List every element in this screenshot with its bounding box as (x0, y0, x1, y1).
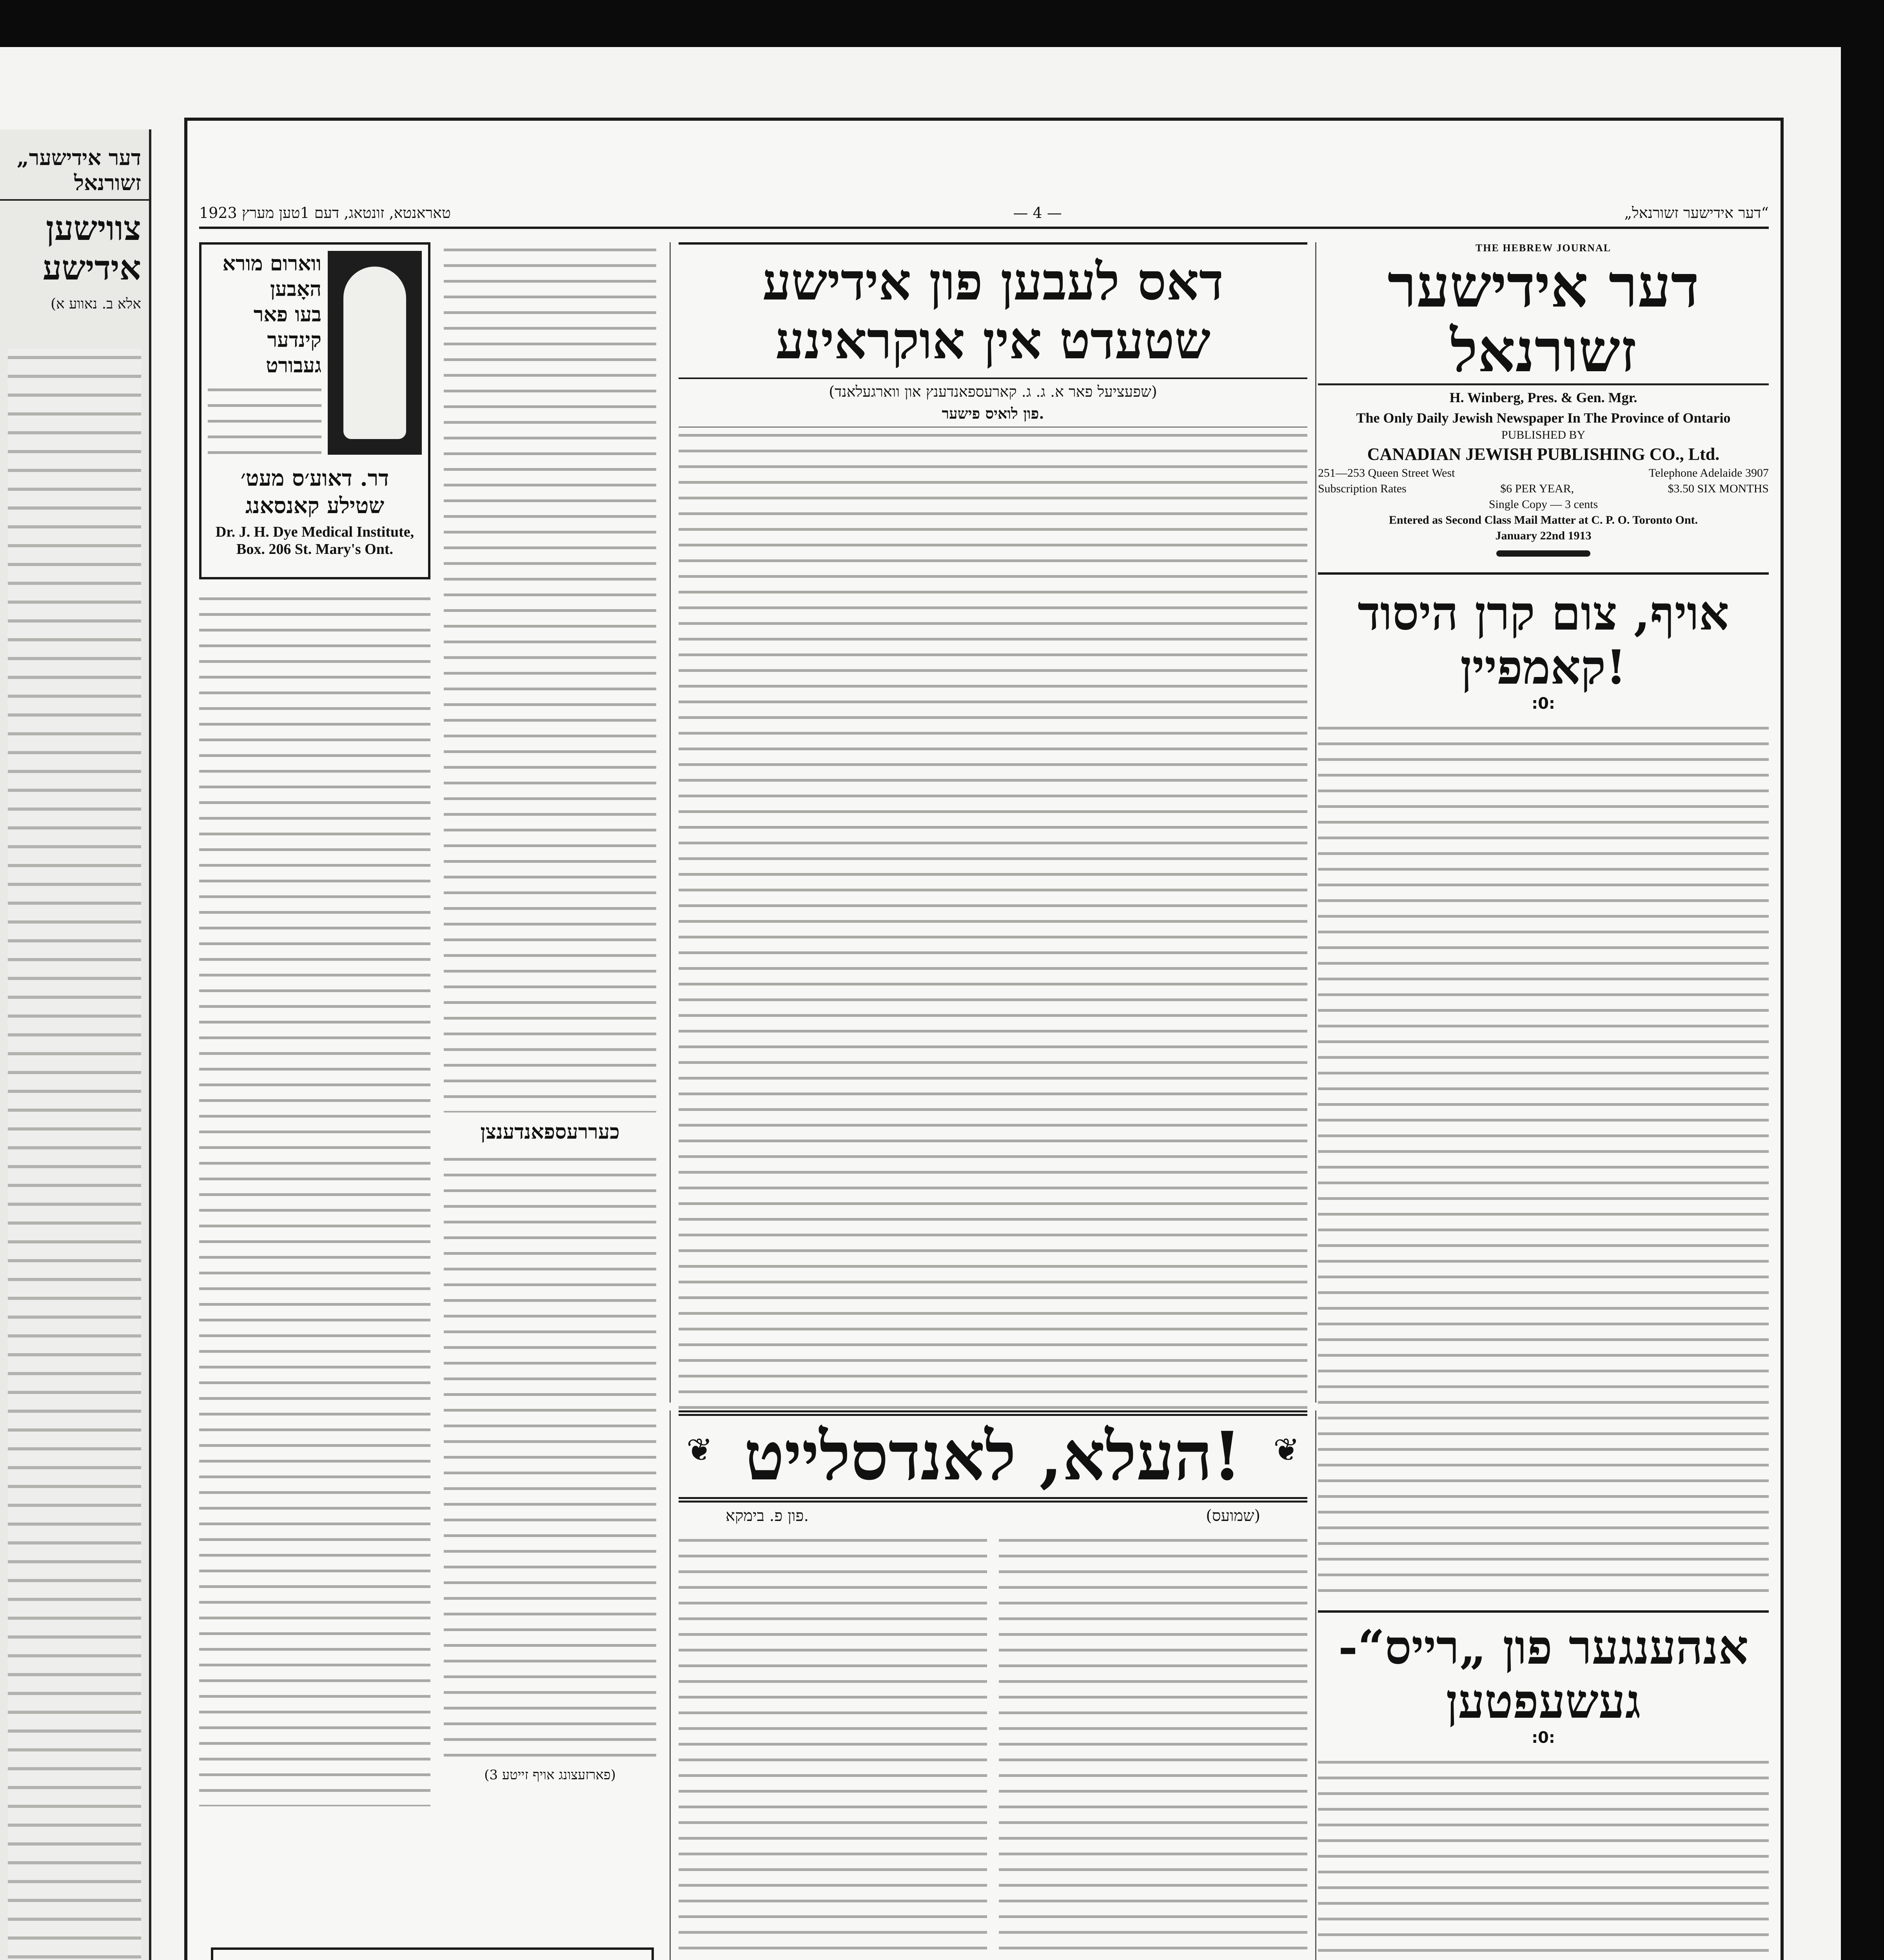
editorial-2-body (1318, 1755, 1769, 1960)
medical-ad-heading-2: בעו פאר קינדער (253, 303, 321, 352)
masthead-entered-date: January 22nd 1913 (1495, 529, 1592, 542)
masthead-rates-six: $3.50 SIX MONTHS (1668, 482, 1769, 495)
masthead-english-name: THE HEBREW JOURNAL (1475, 242, 1612, 254)
medical-ad-illustration (328, 251, 422, 455)
dateline-date: טאראנטא, זונטאג, דעם 1טען מערץ 1923 (199, 204, 451, 221)
editorial-1-separator: :0: (1532, 695, 1555, 713)
page-number: — 4 — (1013, 204, 1062, 221)
poem-meta (679, 1506, 1307, 1525)
left-column (199, 242, 430, 1830)
continuation-note: (פארזעצונג אויף זייטע 3) (484, 1767, 616, 1783)
mother-figure-icon (343, 267, 406, 439)
masthead (1318, 242, 1769, 557)
poem-column-left (679, 1533, 987, 1960)
left-column-body (199, 591, 430, 1806)
masthead-ornament (1496, 550, 1590, 557)
editorial-2-headline: אנהענגער פון „רייס“-געשעפטען (1338, 1620, 1749, 1729)
main-article (670, 242, 1316, 1403)
news-column (438, 242, 662, 1830)
newspaper-page (184, 118, 1784, 1960)
adjacent-page-title: צווישען אידישע (42, 209, 141, 288)
medical-ad-body (208, 382, 321, 461)
poem-columns (679, 1533, 1307, 1960)
masthead-rates-year: $6 PER YEAR, (1500, 482, 1574, 495)
masthead-rates-label: Subscription Rates (1318, 482, 1407, 495)
right-column (1318, 242, 1769, 1960)
masthead-published-by: PUBLISHED BY (1501, 428, 1586, 441)
editorial-1-body (1318, 720, 1769, 1599)
medical-ad (199, 242, 430, 579)
medical-ad-text (208, 251, 321, 461)
masthead-contact-row (1318, 466, 1769, 480)
main-article-byline: (שפעציעל פאר א. ג. ג. קארעספאנדענץ און ווארגעלאנד) (829, 383, 1157, 400)
medical-ad-doctor: דר. דאוע׳ס מעט׳ (240, 465, 389, 491)
medical-ad-top (208, 251, 422, 461)
masthead-company: CANADIAN JEWISH PUBLISHING CO., Ltd. (1367, 445, 1720, 464)
masthead-entered: Entered as Second Class Mail Matter at C. P. O. Toronto Ont. (1388, 514, 1698, 526)
korespondentsn-heading: כעררעספאנדענצן (480, 1120, 620, 1144)
poem-column-right (999, 1533, 1307, 1960)
poem-genre: (שמועס) (1206, 1507, 1260, 1525)
medical-ad-heading-1: ווארום מורא האָבען (222, 252, 321, 301)
poem-ornament-left: ❦ (686, 1432, 713, 1468)
main-article-headline: דאס לעבען פון אידישע שטעדט אין אוקראינע (679, 242, 1307, 379)
main-article-author: פון לואיס פישער. (942, 405, 1044, 422)
medical-ad-english: Dr. J. H. Dye Medical Institute, Box. 206 St. Mary's Ont. (215, 524, 414, 557)
poem-author: פון פ. בימקא. (726, 1507, 809, 1525)
editorial-1 (1318, 572, 1769, 1599)
news-column-body-top (444, 242, 656, 1112)
poem-banner (679, 1410, 1307, 1503)
main-article-body (679, 426, 1307, 1416)
editorial-1-headline: אויף, צום קרן היסוד קאמפיין! (1358, 586, 1729, 695)
scan-border-top (0, 0, 1884, 47)
masthead-tagline: The Only Daily Jewish Newspaper In The Province of Ontario (1356, 410, 1731, 426)
medical-ad-heading-3: געבורט (266, 354, 321, 377)
editorial-2 (1318, 1610, 1769, 1960)
poem-title: העלא, לאנדסלייט! (744, 1417, 1242, 1495)
adjacent-page-header: „דער אידישער זשורנאל (0, 129, 149, 201)
adjacent-page-text (8, 349, 141, 1960)
dateline-paper-name: „דער אידישער זשורנאל“ (1624, 204, 1769, 221)
poem-ornament-right: ❦ (1273, 1432, 1300, 1468)
bank-ad (211, 1947, 654, 1960)
adjacent-page-subtitle: (אלא ב. נאווע א (51, 296, 141, 312)
masthead-rates-row (1318, 482, 1769, 495)
news-column-body-bottom (444, 1152, 656, 1763)
masthead-publisher: H. Winberg, Pres. & Gen. Mgr. (1449, 390, 1637, 405)
dateline (199, 199, 1769, 229)
medical-ad-remedy: שטילע קאנסאנג (245, 493, 385, 519)
scan-border-right (1841, 0, 1884, 1960)
masthead-telephone: Telephone Adelaide 3907 (1648, 466, 1769, 479)
masthead-address: 251—253 Queen Street West (1318, 466, 1455, 479)
masthead-single-copy: Single Copy — 3 cents (1488, 498, 1598, 511)
adjacent-page-fragment (0, 129, 151, 1960)
masthead-title: דער אידישער זשורנאל (1318, 254, 1769, 385)
editorial-2-separator: :0: (1532, 1729, 1555, 1747)
poem-section (670, 1410, 1316, 1960)
